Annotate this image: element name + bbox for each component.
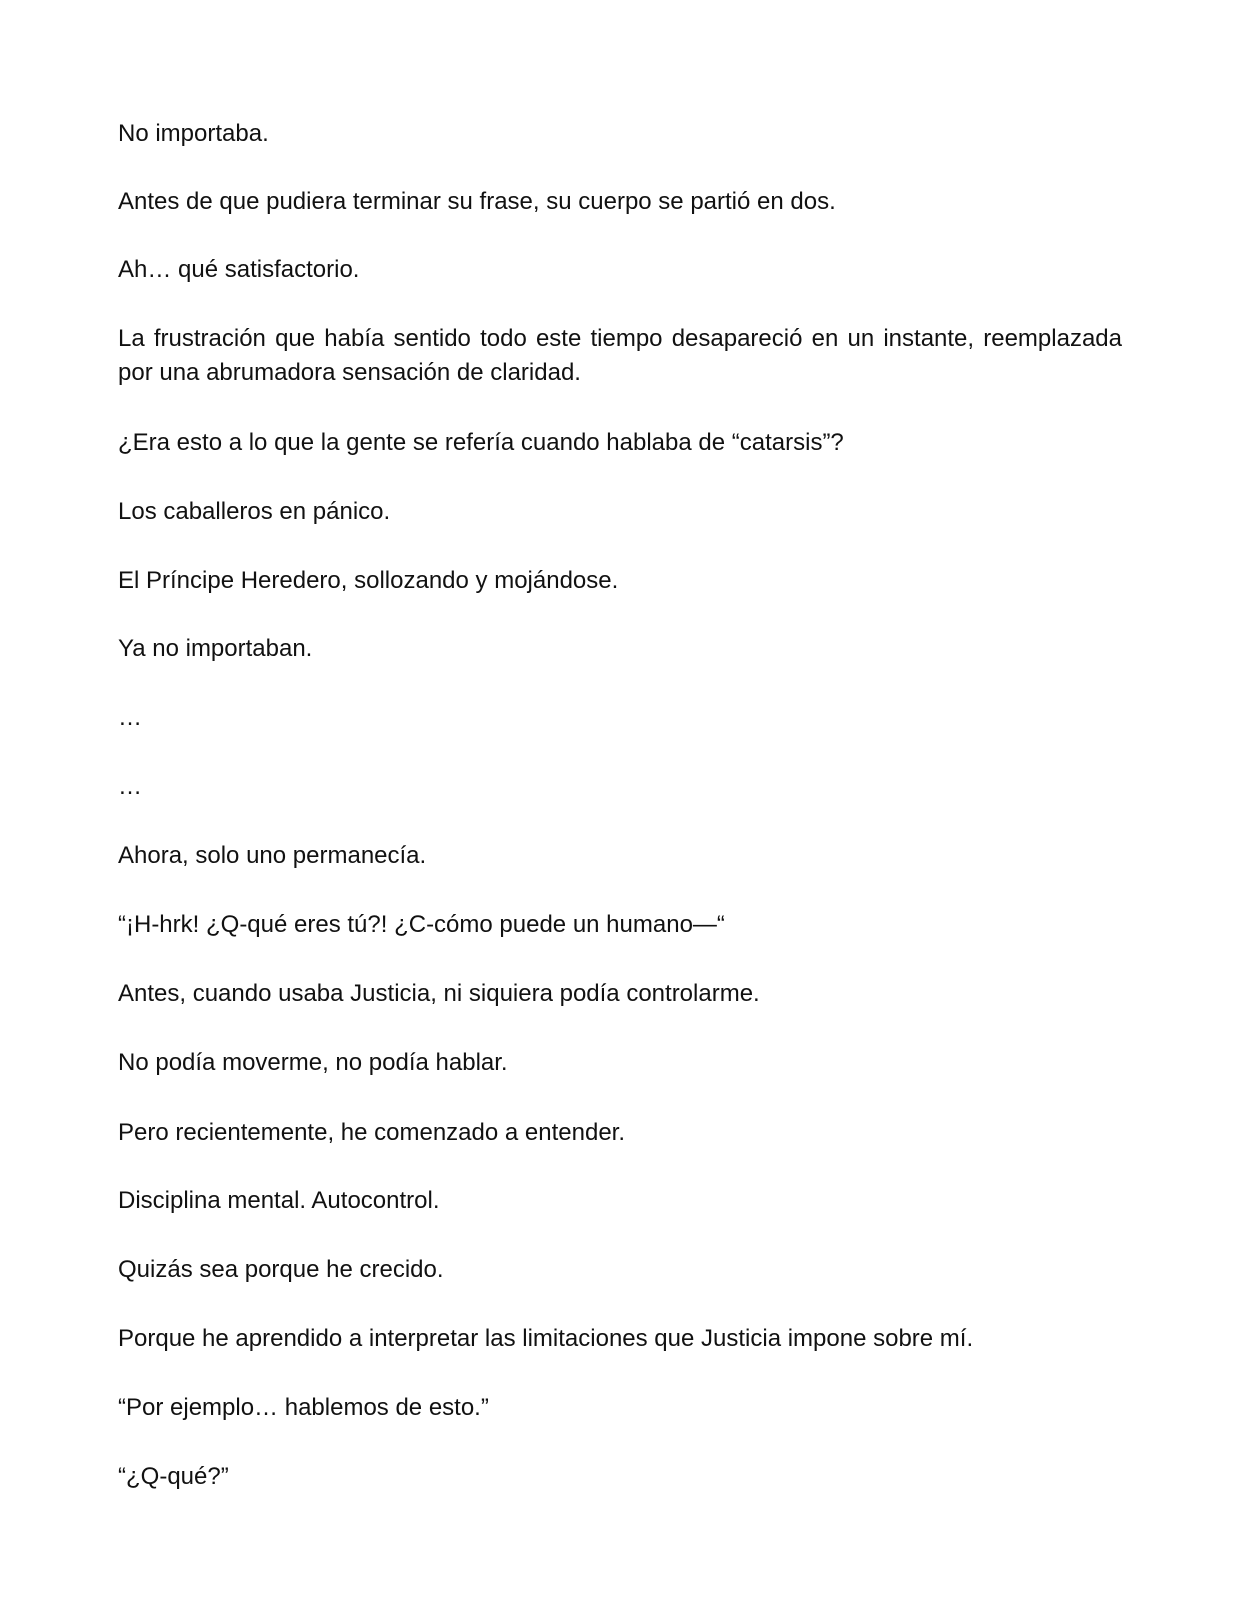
paragraph: … [118,773,142,800]
paragraph: No importaba. [118,120,269,147]
paragraph: “Por ejemplo… hablemos de esto.” [118,1394,489,1421]
paragraph: “¿Q-qué?” [118,1463,229,1490]
paragraph: Ya no importaban. [118,635,313,662]
paragraph: “¡H-hrk! ¿Q-qué eres tú?! ¿C-cómo puede un humano—“ [118,911,725,938]
paragraph: Antes de que pudiera terminar su frase, su cuerpo se partió en dos. [118,188,836,215]
paragraph: Ah… qué satisfactorio. [118,256,360,283]
paragraph: ¿Era esto a lo que la gente se refería cuando hablaba de “catarsis”? [118,429,844,456]
paragraph: No podía moverme, no podía hablar. [118,1049,508,1076]
paragraph: Disciplina mental. Autocontrol. [118,1187,440,1214]
paragraph: … [118,704,142,731]
paragraph: Ahora, solo uno permanecía. [118,842,427,869]
paragraph: El Príncipe Heredero, sollozando y mojándose. [118,567,619,594]
paragraph: Quizás sea porque he crecido. [118,1256,444,1283]
paragraph: Los caballeros en pánico. [118,498,391,525]
paragraph: Antes, cuando usaba Justicia, ni siquiera podía controlarme. [118,980,760,1007]
paragraph: La frustración que había sentido todo este tiempo desapareció en un instante, reemplazada por una abrumadora sensación de claridad. [118,325,1122,386]
paragraph: Pero recientemente, he comenzado a entender. [118,1119,625,1146]
paragraph: Porque he aprendido a interpretar las limitaciones que Justicia impone sobre mí. [118,1325,974,1352]
